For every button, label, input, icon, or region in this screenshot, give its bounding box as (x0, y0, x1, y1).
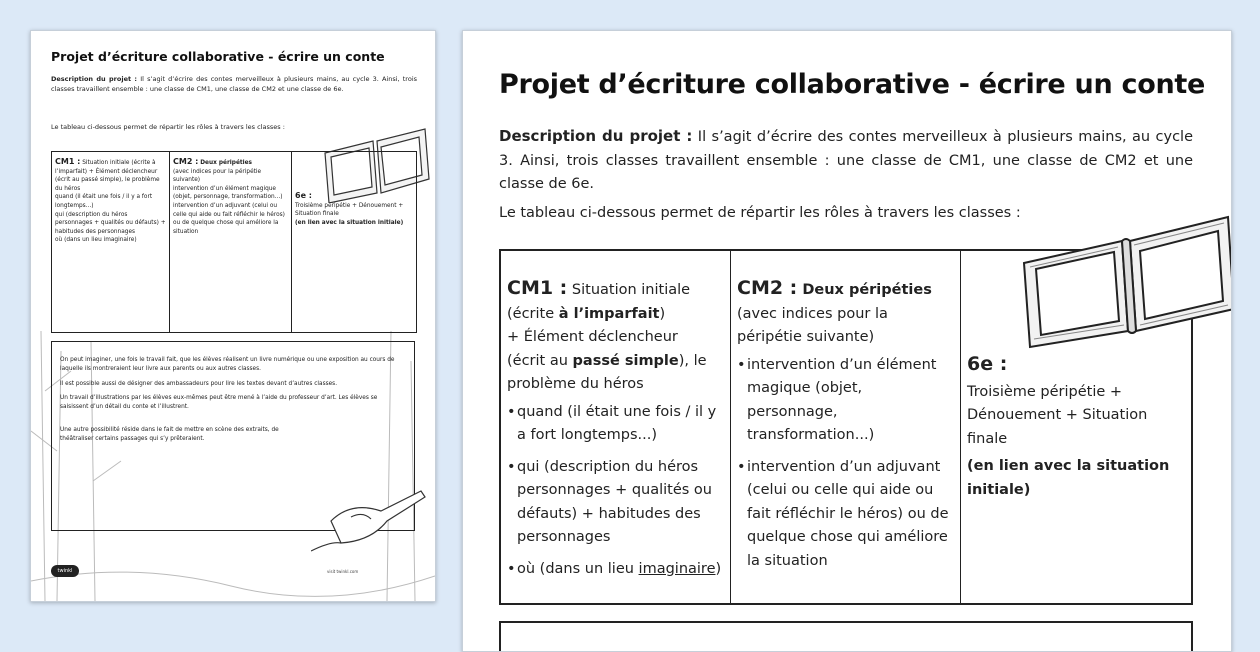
zoomed-page (462, 30, 1232, 652)
cm1-bold: passé simple (572, 352, 679, 369)
cm2-text: (avec indices pour la péripétie suivante) (737, 305, 888, 345)
thumb-col2-sub: Deux péripéties (200, 160, 253, 166)
thumb-title: Projet d’écriture collaborative - écrire un conte (51, 49, 385, 64)
thumbnail-page (30, 30, 436, 602)
list-item-text: où (dans un lieu (517, 560, 639, 577)
open-book-illustration (1018, 207, 1232, 349)
thumb-col1-head: CM1 : (55, 157, 81, 166)
thumb-description (51, 75, 417, 94)
thumb-col-cm1 (52, 152, 170, 332)
thumb-col3-head: 6e : (295, 191, 312, 200)
thumb-col2-item: intervention d’un adjuvant (celui ou celle qui aide ou fait réfléchir le héros) ou de quelque chose qui améliore la situation (173, 202, 285, 235)
cm1-line: (écrite (507, 305, 559, 322)
cm1-list (507, 401, 724, 582)
thumb-col3-note: (en lien avec la situation initiale) (295, 219, 404, 226)
cm2-heading-rest: Deux péripéties (797, 282, 932, 298)
list-item: • intervention d’un élément magique (objet, personnage, transformation...) (737, 354, 954, 448)
thumb-col2-head: CM2 : (173, 157, 199, 166)
thumb-col3-text: Troisième péripétie + Dénouement + Situation finale (295, 202, 404, 218)
thumb-col1-item: où (dans un lieu imaginaire) (55, 237, 137, 244)
thumb-col-6e (292, 152, 416, 332)
cm2-list (737, 354, 954, 574)
thumb-box-paragraph: On peut imaginer, une fois le travail fait, que les élèves réalisent un livre numérique ou une exposition au cours de laquelle ils montreraient leur livre aux parents ou aux autres classes. (60, 357, 395, 372)
description-text: Il s’agit d’écrire des contes merveilleux à plusieurs mains, au cycle 3. Ainsi, trois classes travaillent ensemble : une classe de CM1, une classe de CM2 et une classe de 6e. (499, 129, 1193, 192)
thumb-col1-text: Situation initiale (écrite à l’imparfait) + Élément déclencheur (écrit au passé simple), le problème du héros (55, 160, 160, 192)
thumb-description-label: Description du projet : (51, 75, 138, 83)
col-cm2 (731, 251, 961, 603)
cm1-heading: CM1 : (507, 277, 568, 299)
list-item: • qui (description du héros personnages + qualités ou défauts) + habitudes des personnages (507, 456, 724, 550)
6e-heading: 6e : (967, 353, 1008, 375)
list-item: • quand (il était une fois / il y a fort longtemps...) (507, 401, 724, 448)
col-cm1 (501, 251, 731, 603)
thumb-description-text: Il s’agit d’écrire des contes merveilleux à plusieurs mains, au cycle 3. Ainsi, trois classes travaillent ensemble : une classe de CM1, une classe de CM2 et une classe de 6e. (51, 75, 418, 93)
thumb-col2-text: (avec indices pour la péripétie suivante) (173, 168, 262, 184)
list-item-underlined: imaginaire (638, 560, 716, 577)
thumb-box-paragraph: Il est possible aussi de désigner des ambassadeurs pour lire les textes devant d’autres classes. (60, 380, 338, 387)
list-item-text: ) (715, 560, 722, 577)
thumb-col1-item: qui (description du héros personnages + qualités ou défauts) + habitudes des personnages (55, 211, 166, 235)
thumb-col1-item: quand (il était une fois / il y a fort longtemps...) (55, 194, 153, 209)
page-title: Projet d’écriture collaborative - écrire un conte (499, 69, 1205, 100)
writing-hand-illustration (311, 471, 431, 561)
thumb-table-intro: Le tableau ci-dessous permet de répartir les rôles à travers les classes : (51, 123, 285, 131)
list-item: • intervention d’un adjuvant (celui ou celle qui aide ou fait réfléchir le héros) ou de quelque chose qui améliore la situation (737, 456, 954, 574)
cm1-line: + Élément déclencheur (507, 329, 678, 345)
thumb-col-cm2 (170, 152, 292, 332)
project-description (499, 125, 1193, 197)
table-intro: Le tableau ci-dessous permet de répartir les rôles à travers les classes : (499, 205, 1021, 221)
description-label: Description du projet : (499, 127, 693, 145)
cm2-heading: CM2 : (737, 277, 798, 299)
ideas-box-top-edge (499, 621, 1193, 652)
thumb-col2-item: intervention d’un élément magique (objet, personnage, transformation...) (173, 185, 283, 201)
thumb-box-paragraph: Un travail d’illustrations par les élèves eux-mêmes peut être mené à l’aide du professeur d’art. Les élèves se saisissent d’un détail du conte et l’illustrent. (60, 395, 378, 411)
thumb-box-paragraph: Une autre possibilité réside dans le fait de mettre en scène des extraits, de théâtraliser certains passages qui s’y prêteraient. (60, 426, 279, 442)
cm1-bold: à l’imparfait (558, 305, 660, 322)
thumb-footer-text: visit twinkl.com (327, 569, 359, 574)
cm1-line: ), le problème du héros (507, 352, 707, 392)
twinkl-logo: twinkl (51, 565, 79, 577)
list-item (507, 558, 724, 582)
cm1-line: ) (659, 305, 666, 322)
6e-text: Troisième péripétie + Dénouement + Situation finale (967, 383, 1148, 447)
thumb-roles-table (51, 151, 417, 333)
cm1-heading-rest: Situation initiale (567, 282, 691, 298)
6e-note: (en lien avec la situation initiale) (967, 458, 1170, 498)
cm1-line: (écrit au (507, 352, 573, 369)
